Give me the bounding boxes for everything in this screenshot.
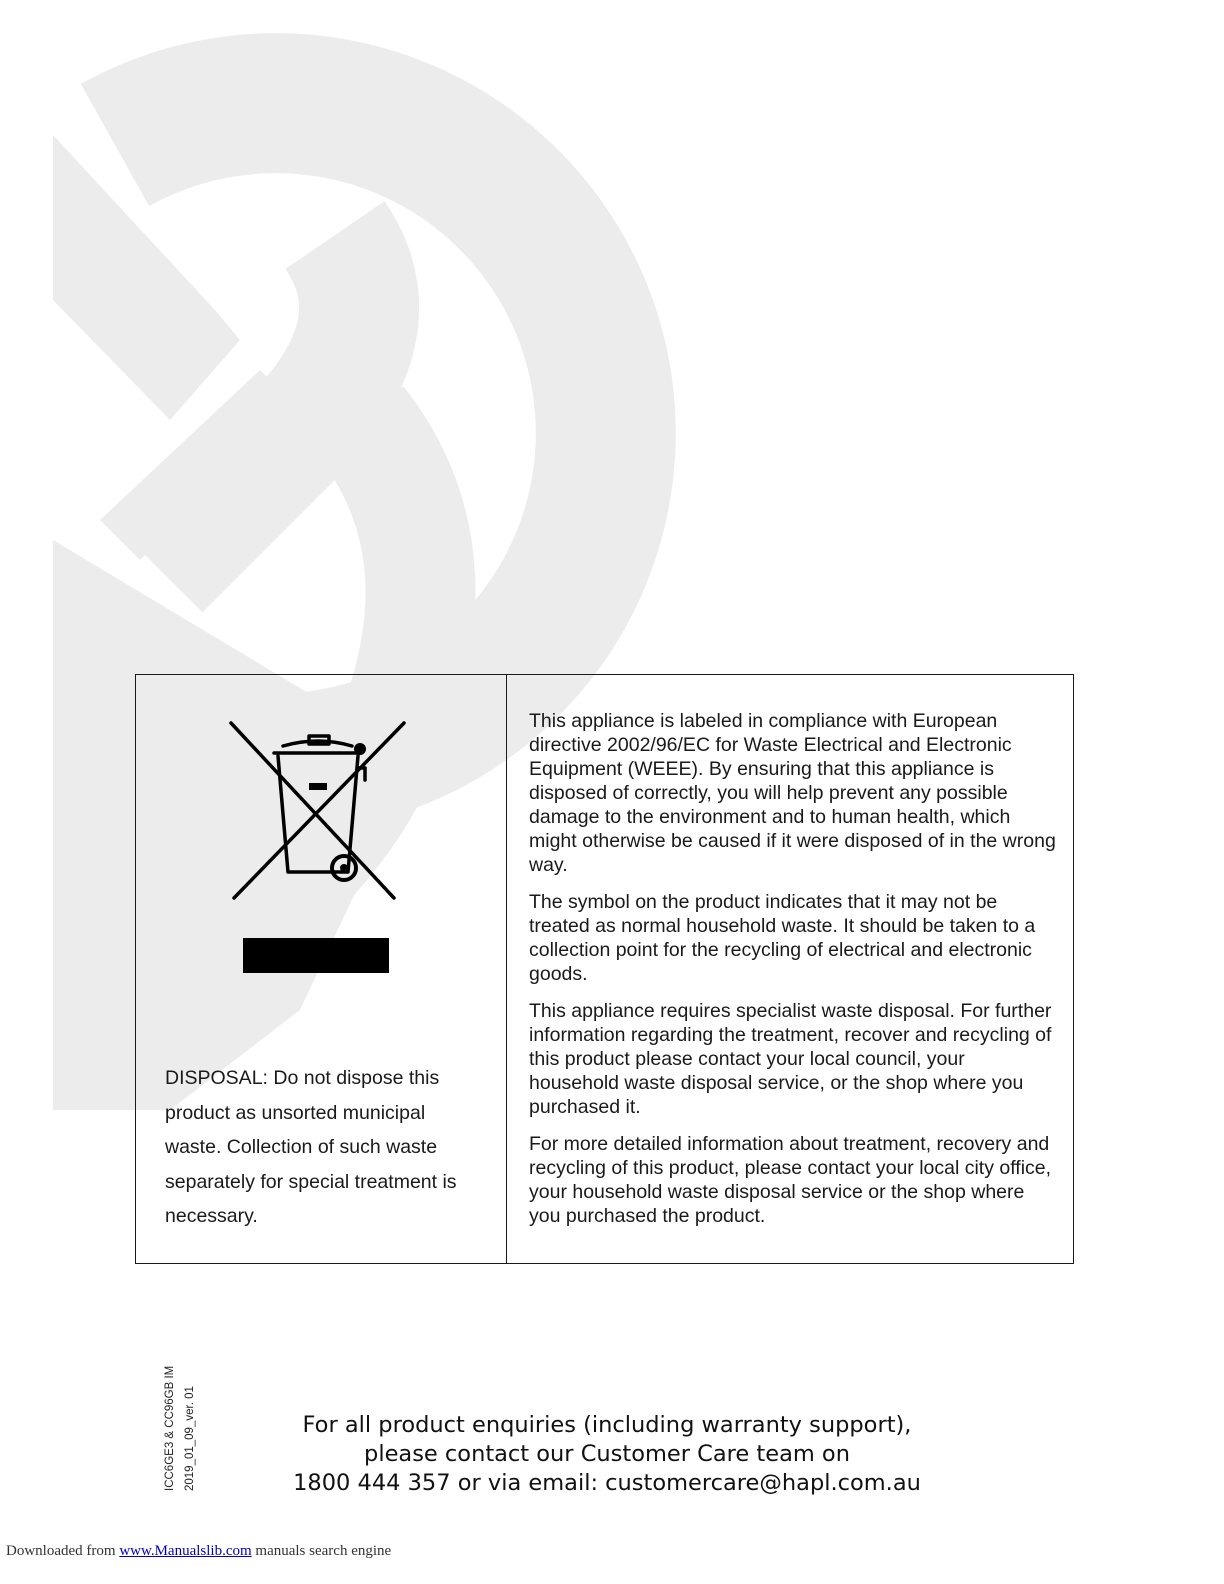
weee-information-text bbox=[529, 709, 1059, 1241]
contact-line-2: please contact our Customer Care team on bbox=[364, 1441, 850, 1467]
disposal-note: DISPOSAL: Do not dispose this product as unsorted municipal waste. Collection of such waste separately for special treatment is necessary. bbox=[165, 1067, 457, 1227]
weee-paragraph-specialist: This appliance requires specialist waste disposal. For further information regarding the treatment, recover and recycling of this product please contact your local council, your household waste disposal service, or the shop where you purchased it. bbox=[529, 1000, 1052, 1118]
footer-suffix: manuals search engine bbox=[255, 1543, 392, 1559]
document-model-code: ICC6GE3 & CC96GB IM bbox=[164, 1365, 176, 1491]
weee-paragraph-directive: This appliance is labeled in compliance with European directive 2002/96/EC for Waste Electrical and Electronic Equipment (WEEE). By ensuring that this appliance is disposed of correctly, you will help prevent any possible damage to the environment and to human health, which might otherwise be caused if it were disposed of in the wrong way. bbox=[529, 710, 1056, 876]
box-divider bbox=[506, 675, 507, 1263]
document-version: 2019_01_09_ver. 01 bbox=[184, 1386, 196, 1491]
footer-prefix: Downloaded from bbox=[6, 1543, 116, 1559]
weee-black-bar bbox=[243, 938, 389, 973]
weee-paragraph-contact: For more detailed information about treatment, recovery and recycling of this product, please contact your local city office, your household waste disposal service or the shop where you purchased the product. bbox=[529, 1133, 1052, 1227]
contact-line-1: For all product enquiries (including warranty support), bbox=[302, 1412, 912, 1438]
document-code bbox=[159, 1366, 199, 1491]
weee-paragraph-symbol: The symbol on the product indicates that it may not be treated as normal household waste. It should be taken to a collection point for the recycling of electrical and electronic goods. bbox=[529, 891, 1036, 985]
customer-care-contact bbox=[262, 1411, 952, 1498]
contact-line-3: 1800 444 357 or via email: customercare@hapl.com.au bbox=[293, 1470, 921, 1496]
download-footer bbox=[6, 1543, 391, 1560]
crossed-out-wheelie-bin-icon bbox=[226, 720, 411, 905]
manualslib-link[interactable]: www.Manualslib.com bbox=[119, 1543, 252, 1559]
weee-disposal-box bbox=[135, 674, 1074, 1264]
